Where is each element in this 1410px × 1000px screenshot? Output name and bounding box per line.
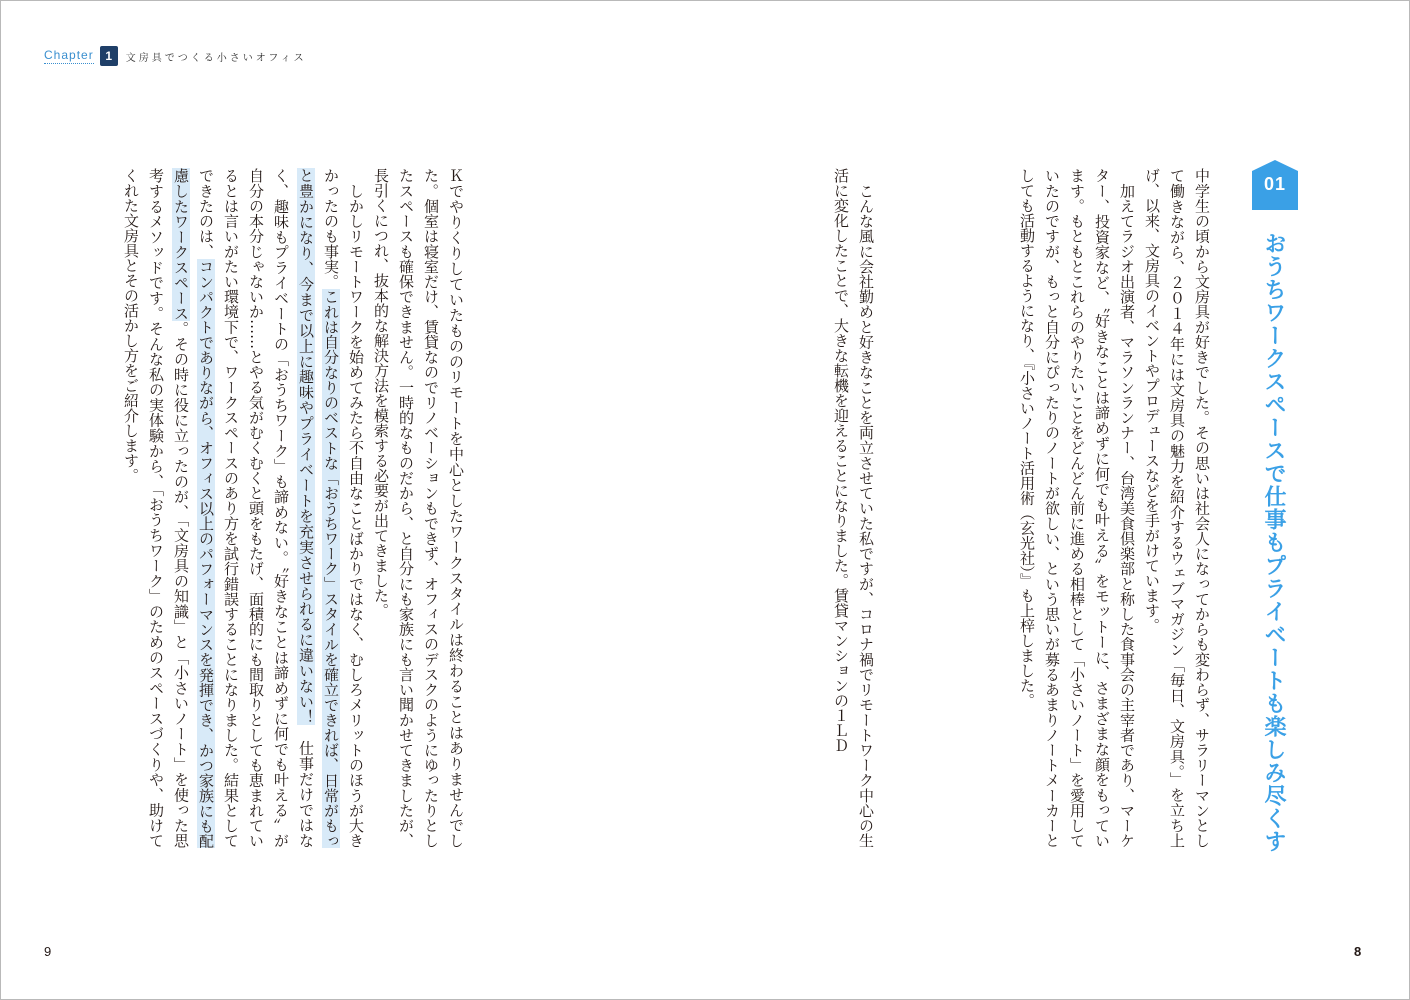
chapter-title: 文房具でつくる小さいオフィス	[125, 52, 307, 64]
right-page-paragraph-2: こんな風に会社勤めと好きなことを両立させていた私ですが、コロナ禍でリモートワーク中心の生活に変化したことで、大きな転機を迎えることになりました。賃貸マンションの１ＬＤ	[832, 168, 875, 849]
section-heading: おうちワークスペースで仕事もプライベートも楽しみ尽くす	[1261, 232, 1286, 853]
body-text: 。その時に役に立ったのが、「文房具の知識」と「小さいノート」を使った思考するメソッドです。そんな私の実体験から、「おうちワーク」のためのスペースづくりや、助けてくれた文房具とその活かし方をご紹介します。	[122, 168, 190, 849]
highlighted-text: コンパクトでありながら、オフィス以上のパフォーマンスを発揮でき、かつ家族にも配慮したワークスペース	[172, 168, 215, 849]
page-number-right: 8	[1354, 944, 1362, 959]
section-number: 01	[1263, 174, 1287, 194]
highlighted-text: これは自分なりのベストな「おうちワーク」スタイルを確立できれば、日常がもっと豊かになり、今まで以上に趣味やプライベートを充実させられるに違いない！	[297, 168, 340, 849]
chapter-label: Chapter	[44, 48, 94, 62]
body-text: 加えてラジオ出演者、マラソンランナー、台湾美食倶楽部と称した食事会の主宰者であり、マーケター、投資家など、〝好きなことは諦めずに何でも叶える〟をモットーに、さまざまな顔をもっています。もともとこれらのやりたいことをどんどん前に進める相棒として「小さいノート」を愛用していたのですが、もっと自分にぴったりのノートが欲しい、という思いが募るあまりノートメーカーとしても活動するようになり、『小さいノート活用術（玄光社）』も上梓しました。	[1018, 168, 1136, 849]
body-text: 仕事だけではなく、趣味もプライベートの「おうちワーク」も諦めない。〝好きなことは諦めずに何でも叶える〟が自分の本分じゃないか……とやる気がむくむくと頭をもたげ、面積的にも間取りとしても恵まれているとは言いがたい環境下で、ワークスペースのあり方を試行錯誤することになりました。結果としてできたのは、	[197, 168, 315, 849]
page-number-left: 9	[44, 944, 52, 959]
body-text: Ｋでやりくりしていたもののリモートを中心としたワークスタイルは終わることはありませんでした。個室は寝室だけ、賃貸なのでリノベーションもできず、オフィスのデスクのようにゆったりとしたスペースも確保できません。一時的なものだから、と自分にも家族にも言い聞かせてきましたが、長引くにつれ、抜本的な解決方法を模索する必要が出てきました。 しかしリモートワークを始めてみたら不自由なことばかりではなく、むしろメリットのほうが大きかったのも事実。	[322, 168, 465, 849]
section-number-badge	[1252, 160, 1298, 210]
chapter-number-badge: 1	[100, 46, 118, 66]
chapter-header	[44, 44, 307, 68]
right-page-paragraph-1	[1014, 168, 1214, 848]
body-text: 中学生の頃から文房具が好きでした。その思いは社会人になってからも変わらず、サラリーマンとして働きながら、２０１４年には文房具の魅力を紹介するウェブマガジン「毎日、文房具。」を立ち上げ、以来、文房具のイベントやプロデュースなどを手がけています。	[1143, 168, 1211, 848]
left-page-body	[118, 168, 468, 848]
